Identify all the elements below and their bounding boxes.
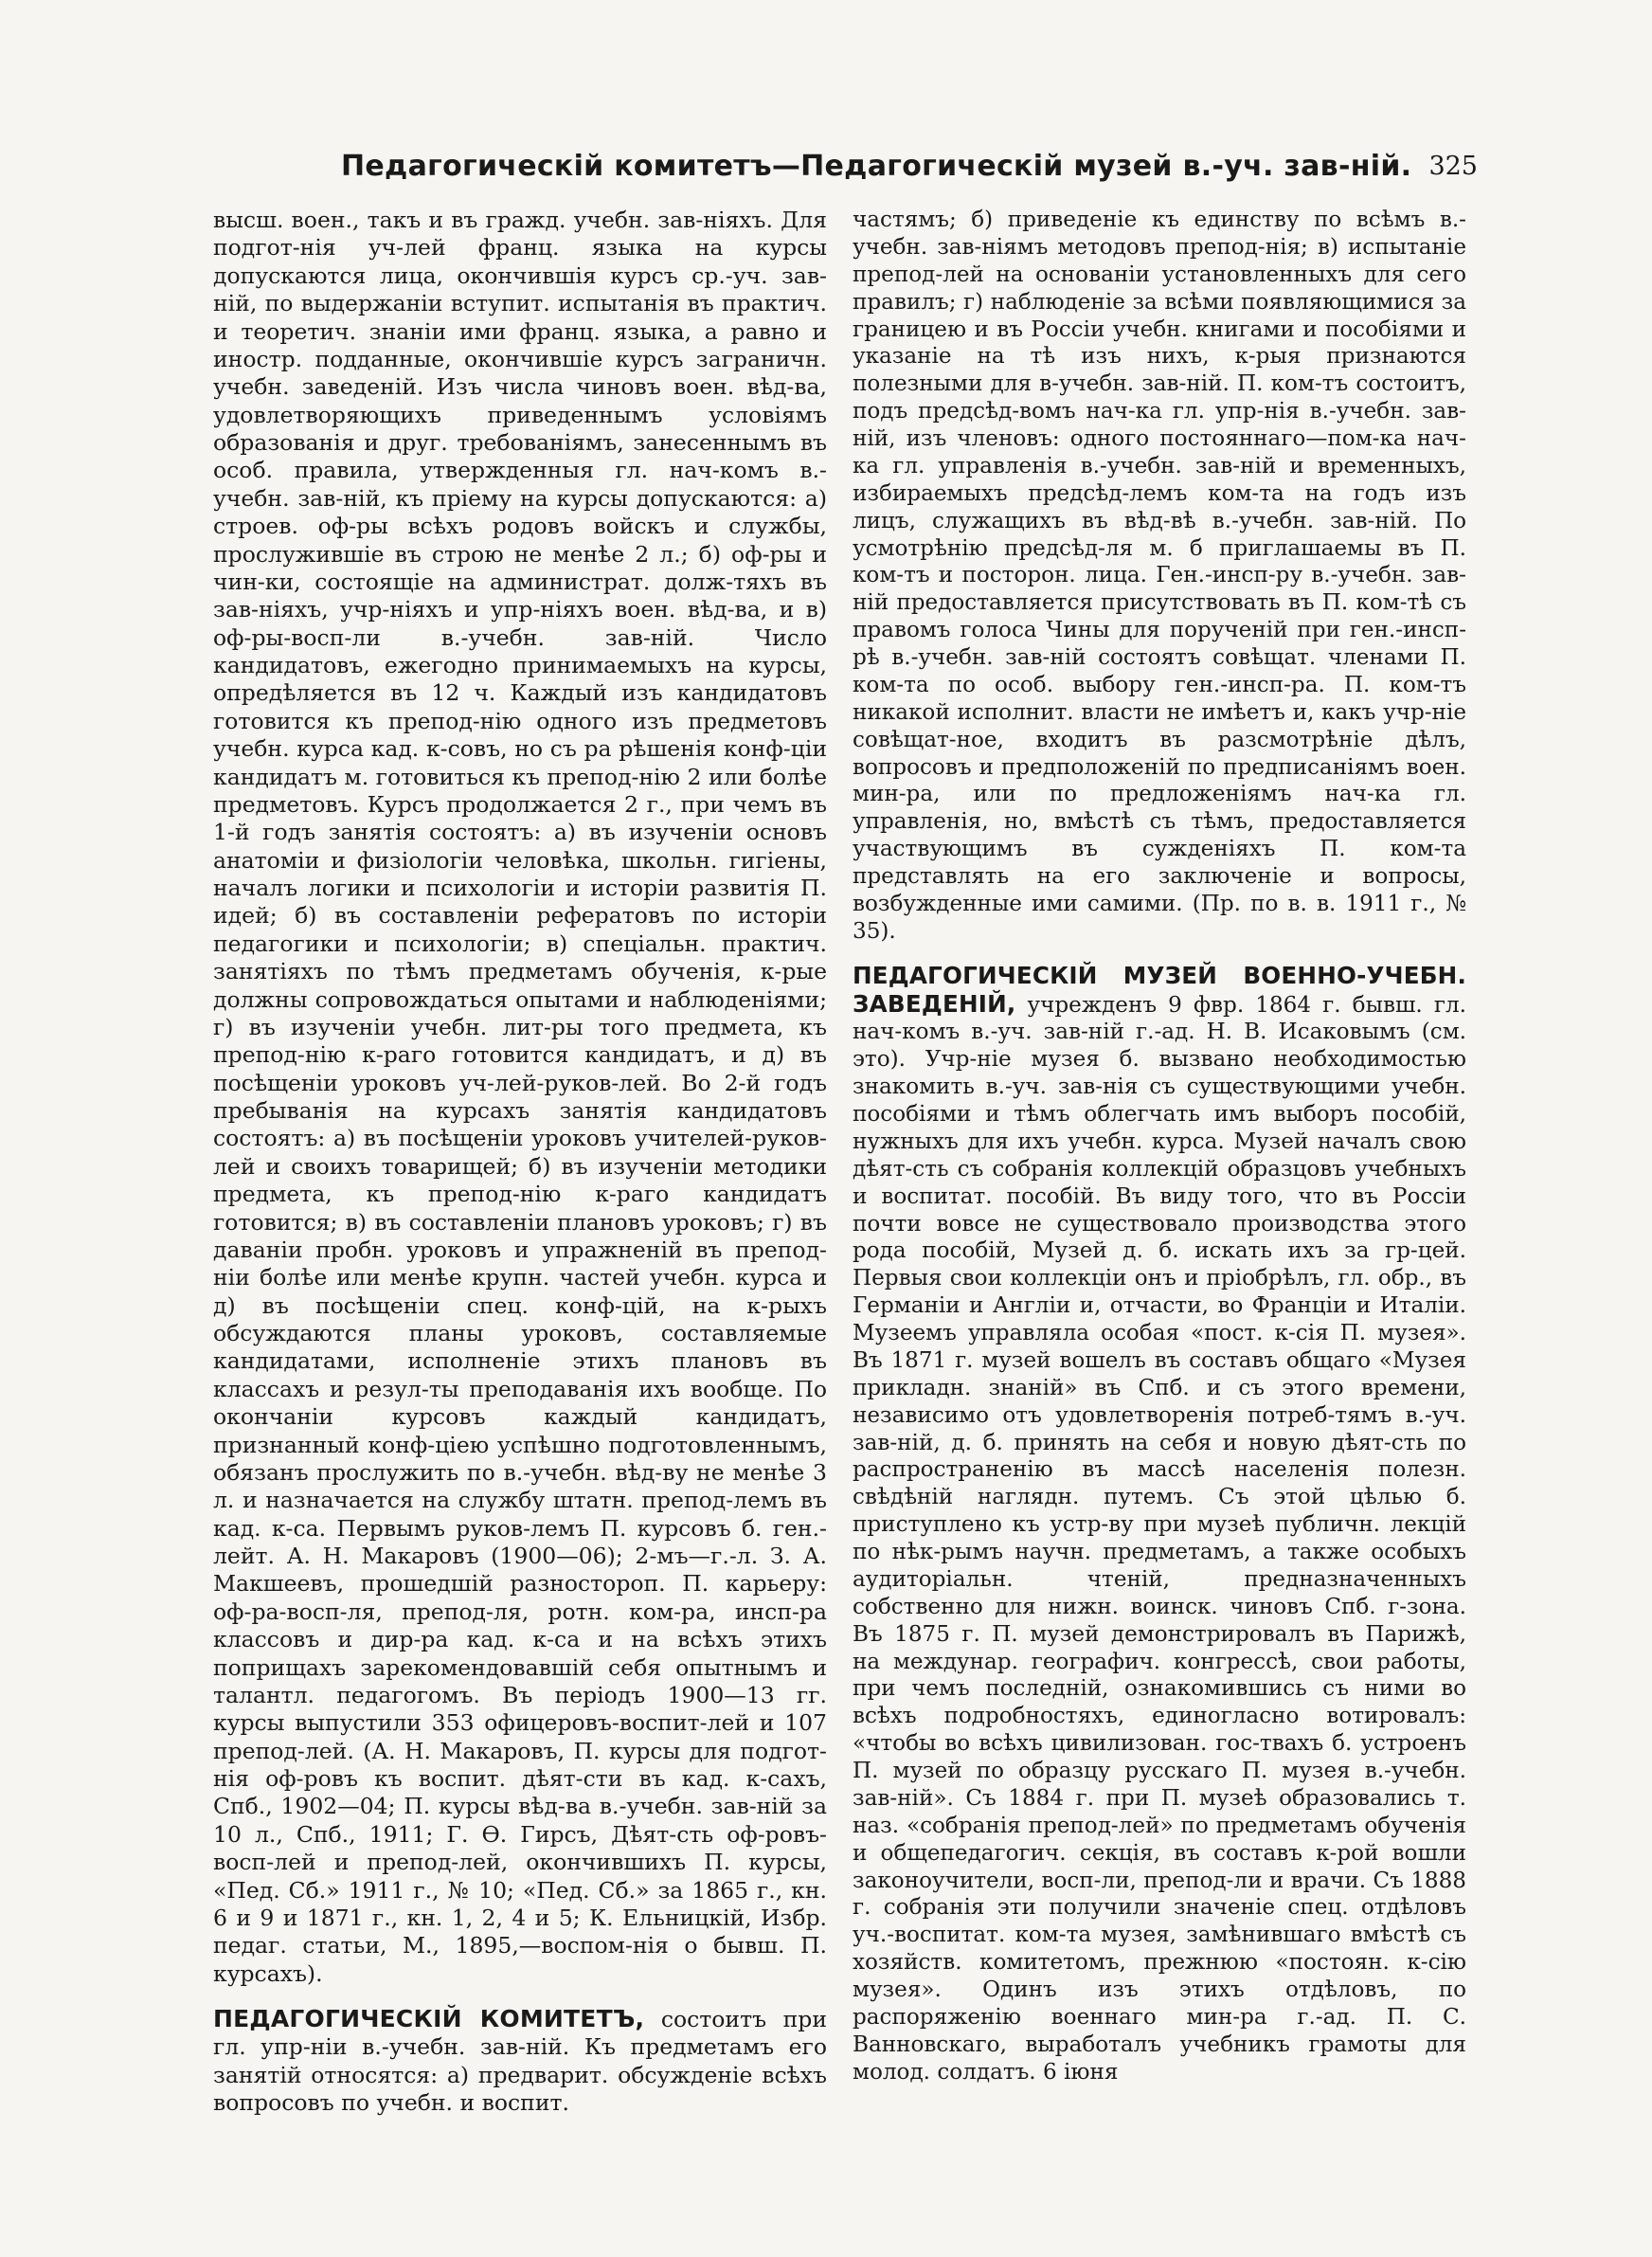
- entry-text: учрежденъ 9 фвр. 1864 г. бывш. гл. нач-комъ в.-уч. зав-ній г.-ад. Н. В. Исаковымъ (см. это). Учр-ніе музея б. вызвано необходимостью знакомить в.-уч. зав-нія съ существующими учебн. пособіями и тѣмъ облегчать имъ выборъ пособій, нужныхъ для ихъ учебн. курса. Музей началъ свою дѣят-сть съ собранія коллекцій образцовъ учебныхъ и воспитат. пособій. Въ виду того, что въ Россіи почти вовсе не существовало производства этого рода пособій, Музей д. б. искать ихъ за гр-цей. Первыя свои коллекціи онъ и пріобрѣлъ, гл. обр., въ Германіи и Англіи и, отчасти, во Франціи и Италіи. Музеемъ управляла особая «пост. к-сія П. музея». Въ 1871 г. музей вошелъ въ составъ общаго «Музея прикладн. знаній» въ Спб. и съ этого времени, независимо отъ удовлетворенія потреб-тямъ в.-уч. зав-ній, д. б. принять на себя и новую дѣят-сть по распространенію въ массѣ населенія полезн. свѣдѣній наглядн. путемъ. Съ этой цѣлью б. приступлено къ устр-ву при музеѣ публичн. лекцій по нѣк-рымъ научн. предметамъ, а также особыхъ аудиторіальн. чтеній, предназначенныхъ собственно для нижн. воинск. чиновъ Спб. г-зона. Въ 1875 г. П. музей демонстрировалъ въ Парижѣ, на междунар. географич. конгрессѣ, свои работы, при чемъ последній, ознакомившись съ ними во всѣхъ подробностяхъ, единогласно вотировалъ: «чтобы во всѣхъ цивилизован. гос-твахъ б. устроенъ П. музей по образцу русскаго П. музея в.-учебн. зав-ній». Съ 1884 г. при П. музеѣ образовались т. наз. «собранія препод-лей» по предметамъ обученія и общепедагогич. секція, въ составъ к-рой вошли законоучители, восп-ли, препод-ли и врачи. Съ 1888 г. собранія эти получили значеніе спец. отдѣловъ уч.-воспитат. ком-та музея, замѣнившаго вмѣстѣ съ хозяйств. комитетомъ, прежнюю «постоян. к-сію музея». Одинъ изъ этихъ отдѣловъ, по распоряженію военнаго мин-ра г.-ад. П. С. Ванновскаго, выработалъ учебникъ грамоты для молод. солдатъ. 6 іюня: [853, 992, 1466, 2085]
- right-continuation-text: частямъ; б) приведеніе къ единству по всѣмъ в.-учебн. зав-ніямъ методовъ препод-нія; в) испытаніе препод-лей на основаніи установленныхъ для сего правилъ; г) наблюденіе за всѣми появляющимися за границею и въ Россіи учебн. книгами и пособіями и указаніе на тѣ изъ нихъ, к-рыя признаются полезными для в-учебн. зав-ній. П. ком-тъ состоитъ, подъ предсѣд-вомъ нач-ка гл. упр-нія в.-учебн. зав-ній, изъ членовъ: одного постояннаго—пом-ка нач-ка гл. управленія в.-учебн. зав-ній и временныхъ, избираемыхъ предсѣд-лемъ ком-та на годъ изъ лицъ, служащихъ въ вѣд-вѣ в.-учебн. зав-ній. По усмотрѣнію предсѣд-ля м. б приглашаемы въ П. ком-тъ и посторон. лица. Ген.-инсп-ру в.-учебн. зав-ній предоставляется присутствовать въ П. ком-тѣ съ правомъ голоса Чины для порученій при ген.-инсп-рѣ в.-учебн. зав-ній состоятъ совѣщат. членами П. ком-та по особ. выбору ген.-инсп-ра. П. ком-тъ никакой исполнит. власти не имѣетъ и, какъ учр-ніе совѣщат-ное, входитъ въ разсмотрѣніе дѣлъ, вопросовъ и предположеній по предписаніямъ воен. мин-ра, или по предложеніямъ нач-ка гл. управленія, но, вмѣстѣ съ тѣмъ, предоставляется участвующимъ въ сужденіяхъ П. ком-та представлять на его заключеніе и вопросы, возбужденные ими самими. (Пр. по в. в. 1911 г., № 35).: [853, 208, 1466, 944]
- entry-pedagogical-museum: [853, 963, 1466, 2086]
- entry-headword: ПЕДАГОГИЧЕСКІЙ МУЗЕЙ ВОЕННО-УЧЕБН. ЗАВЕДЕНІЙ,: [853, 961, 1466, 1018]
- left-continuation-text: высш. воен., такъ и въ гражд. учебн. зав-ніяхъ. Для подгот-нія уч-лей франц. языка на курсы допускаются лица, окончившія курсъ ср.-уч. зав-ній, по выдержаніи вступит. испытанія въ практич. и теоретич. знаніи ими франц. языка, а равно и иностр. подданные, окончившіе курсъ заграничн. учебн. заведеній. Изъ числа чиновъ воен. вѣд-ва, удовлетворяющихъ приведеннымъ условіямъ образованія и друг. требованіямъ, занесеннымъ въ особ. правила, утвержденныя гл. нач-комъ в.-учебн. зав-ній, къ пріему на курсы допускаются: а) строев. оф-ры всѣхъ родовъ войскъ и службы, прослужившіе въ строю не менѣе 2 л.; б) оф-ры и чин-ки, состоящіе на администрат. долж-тяхъ въ зав-ніяхъ, учр-ніяхъ и упр-ніяхъ воен. вѣд-ва, и в) оф-ры-восп-ли в.-учебн. зав-ній. Число кандидатовъ, ежегодно принимаемыхъ на курсы, опредѣляется въ 12 ч. Каждый изъ кандидатовъ готовится къ препод-нію одного изъ предметовъ учебн. курса кад. к-совъ, но съ ра рѣшенія конф-ціи кандидатъ м. готовиться къ препод-нію 2 или болѣе предметовъ. Курсъ продолжается 2 г., при чемъ въ 1-й годъ занятія состоятъ: а) въ изученіи основъ анатоміи и физіологіи человѣка, школьн. гигіены, началъ логики и психологіи и исторіи развитія П. идей; б) въ составленіи рефератовъ по исторіи педагогики и психологіи; в) спеціальн. практич. занятіяхъ по тѣмъ предметамъ обученія, к-рые должны сопровождаться опытами и наблюденіями; г) въ изученіи учебн. лит-ры того предмета, къ препод-нію к-раго готовится кандидатъ, и д) въ посѣщеніи уроковъ уч-лей-руков-лей. Во 2-й годъ пребыванія на курсахъ занятія кандидатовъ состоятъ: а) въ посѣщеніи уроковъ учителей-руков-лей и своихъ товарищей; б) въ изученіи методики предмета, къ препод-нію к-раго кандидатъ готовится; в) въ составленіи плановъ уроковъ; г) въ даваніи пробн. уроковъ и упражненій въ препод-ніи болѣе или менѣе крупн. частей учебн. курса и д) въ посѣщеніи спец. конф-цій, на к-рыхъ обсуждаются планы уроковъ, составляемые кандидатами, исполненіе этихъ плановъ въ классахъ и резул-ты преподаванія ихъ вообще. По окончаніи курсовъ каждый кандидатъ, признанный конф-ціею успѣшно подготовленнымъ, обязанъ прослужить по в.-учебн. вѣд-ву не менѣе 3 л. и назначается на службу штатн. препод-лемъ въ кад. к-са. Первымъ руков-лемъ П. курсовъ б. ген.-лейт. А. Н. Макаровъ (1900—06); 2-мъ—г.-л. З. А. Макшеевъ, прошедшій разностороп. П. карьеру: оф-ра-восп-ля, препод-ля, ротн. ком-ра, инсп-ра классовъ и дир-ра кад. к-са и на всѣхъ этихъ поприщахъ зарекомендовавшій себя опытнымъ и талантл. педагогомъ. Въ періодъ 1900—13 гг. курсы выпустили 353 офицеровъ-воспит-лей и 107 препод-лей. (А. Н. Макаровъ, П. курсы для подгот-нія оф-ровъ къ воспит. дѣят-сти въ кад. к-сахъ, Спб., 1902—04; П. курсы вѣд-ва в.-учебн. зав-ній за 10 л., Спб., 1911; Г. Ѳ. Гирсъ, Дѣят-сть оф-ровъ-восп-лей и препод-лей, окончившихъ П. курсы, «Пед. Сб.» 1911 г., № 10; «Пед. Сб.» за 1865 г., кн. 6 и 9 и 1871 г., кн. 1, 2, 4 и 5; К. Ельницкій, Избр. педаг. статьи, М., 1895,—воспом-нія о бывш. П. курсахъ).: [213, 207, 827, 1987]
- page-number: 325: [1428, 152, 1478, 181]
- entry-separator: [213, 1988, 827, 2005]
- running-head: Педагогическій комитетъ—Педагогическій музей в.-уч. зав-ній.: [341, 150, 1412, 183]
- entry-separator: [853, 946, 1466, 963]
- entry-text: состоитъ при гл. упр-ніи в.-учебн. зав-ній. Къ предметамъ его занятій относятся: а) предварит. обсужденіе всѣхъ вопросовъ по учебн. и воспит.: [213, 2006, 827, 2117]
- entry-pedagogical-committee: [213, 2005, 827, 2118]
- continued-article-text: [213, 207, 827, 1988]
- right-column: [853, 207, 1466, 2086]
- continued-article-text: [853, 207, 1466, 946]
- left-column: [213, 207, 827, 2118]
- page-header: [213, 150, 1478, 195]
- entry-headword: ПЕДАГОГИЧЕСКІЙ КОМИТЕТЪ,: [213, 2005, 645, 2032]
